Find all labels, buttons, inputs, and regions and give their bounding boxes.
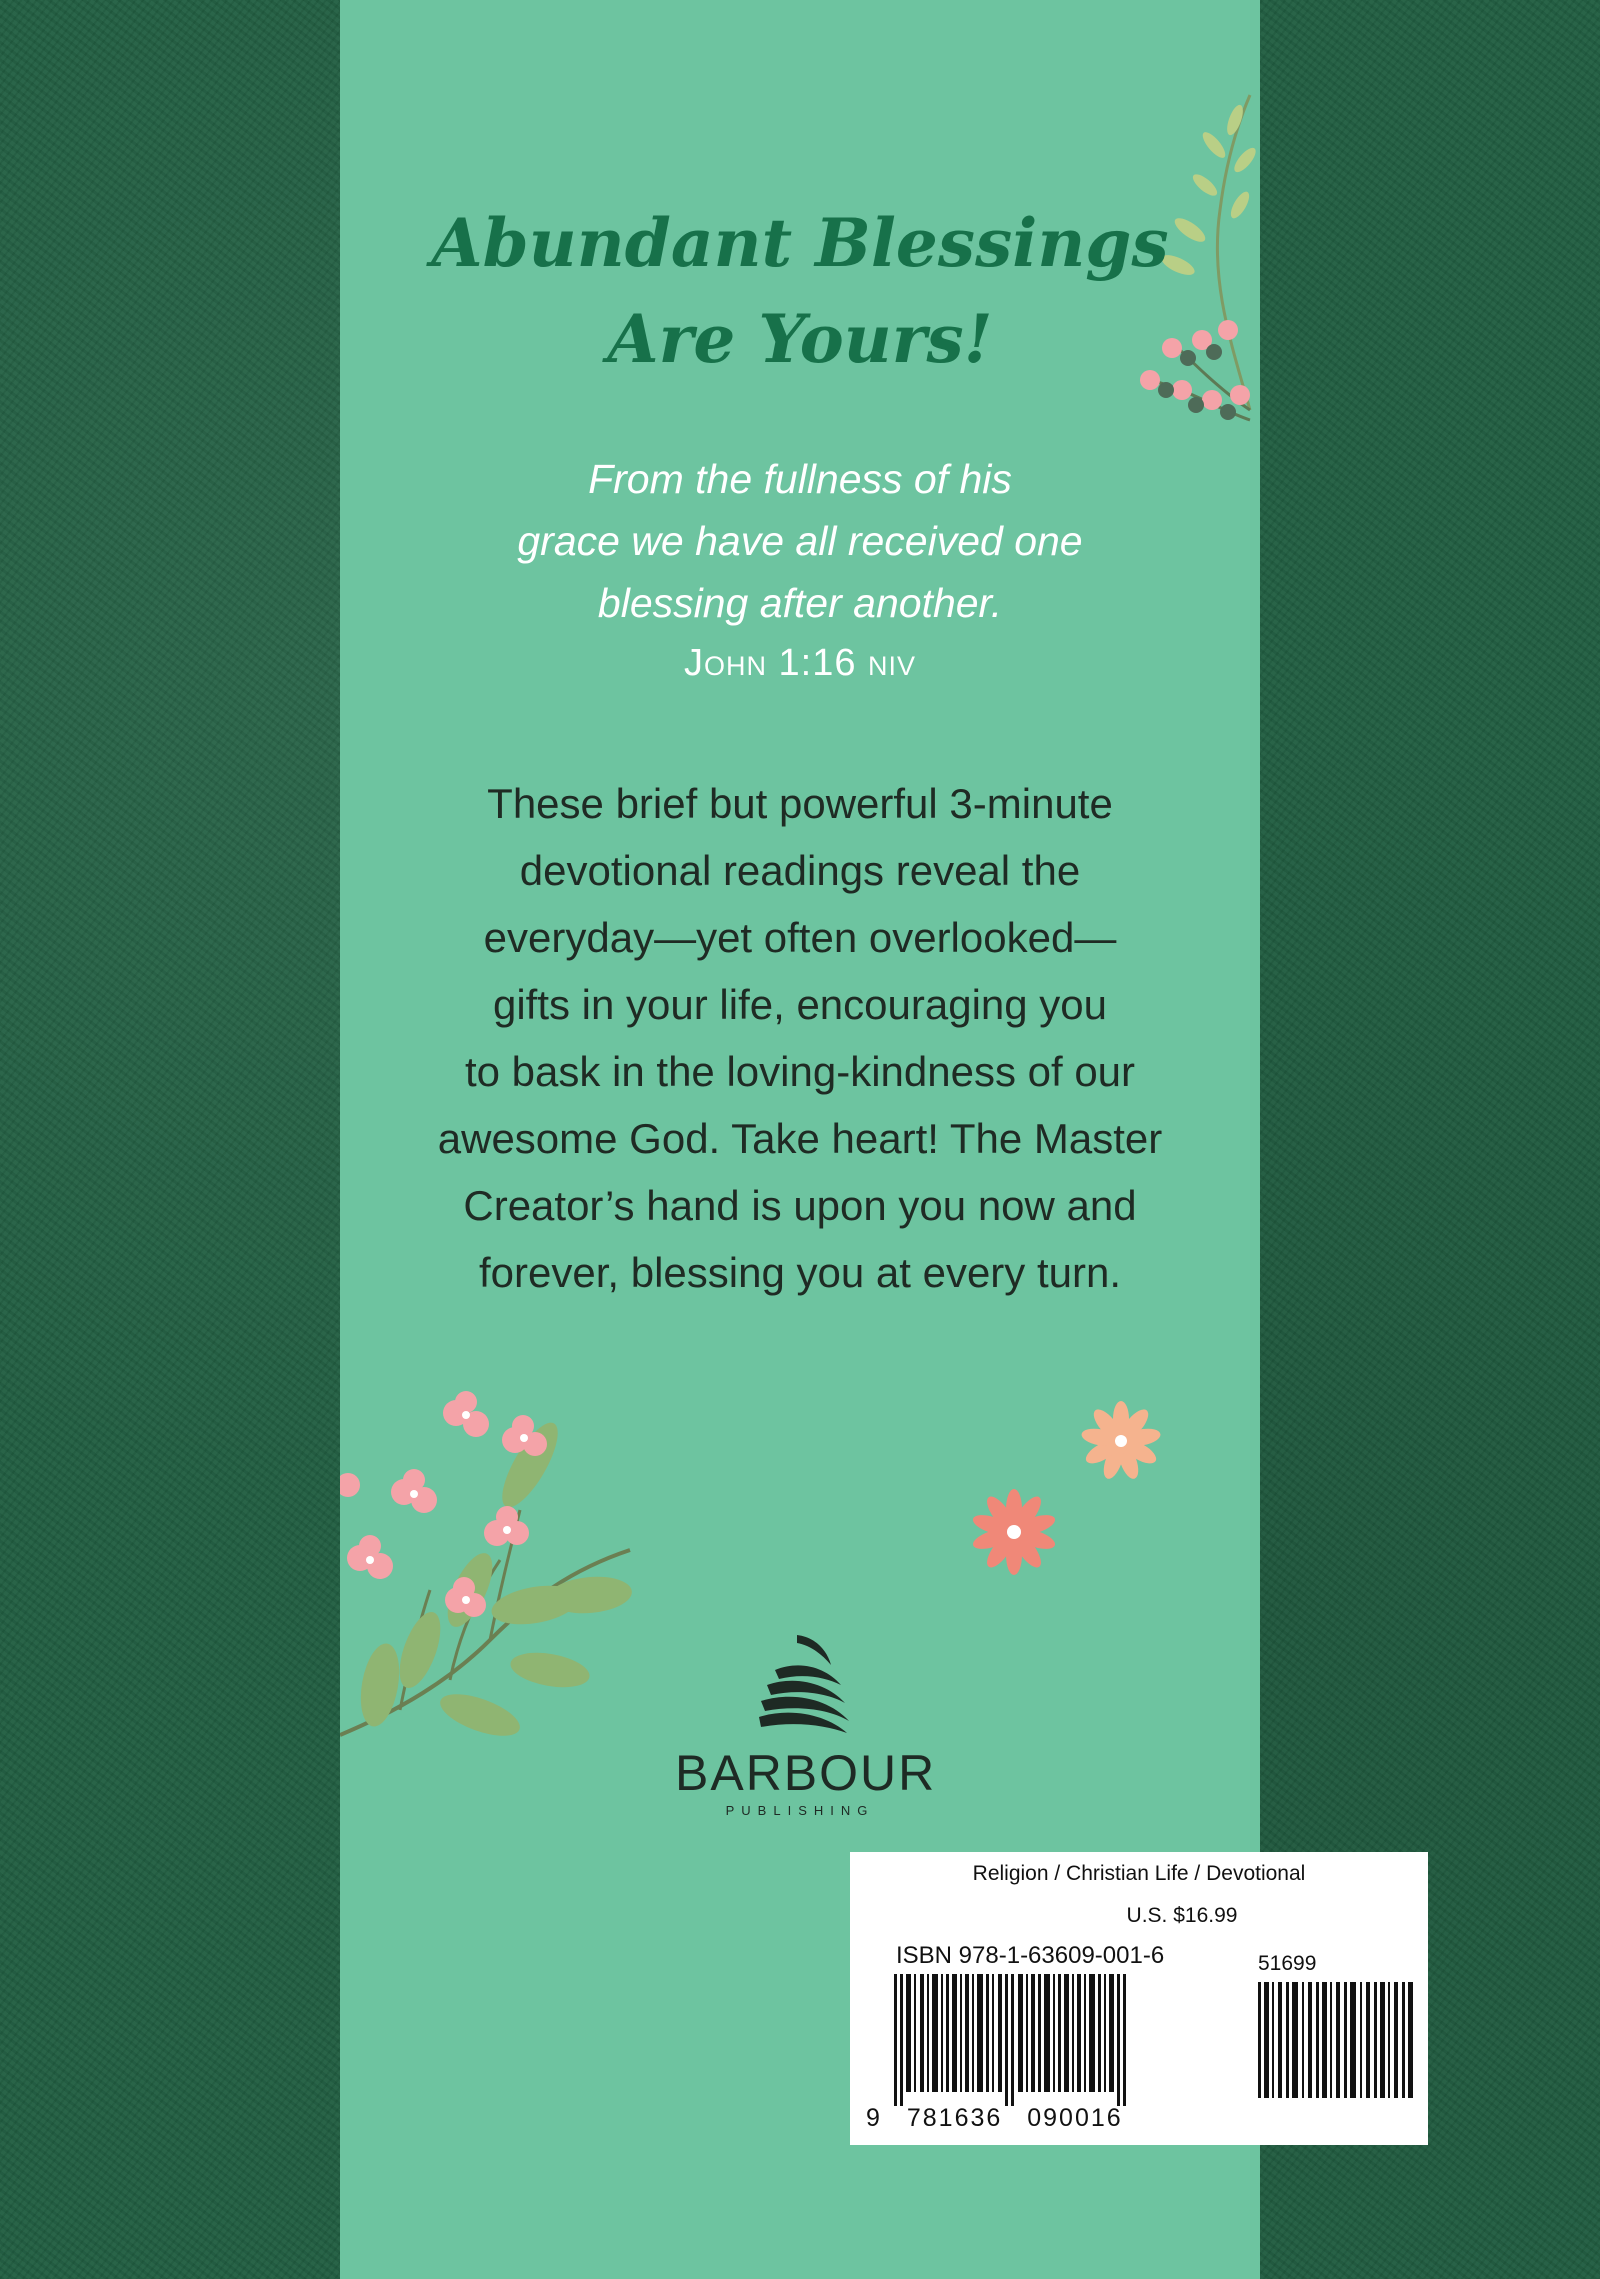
price-addon-code: 51699 [1258,1952,1317,1975]
barcode-digits [866,2104,1139,2133]
description-line: Creator’s hand is upon you now and [463,1182,1137,1229]
description-line: gifts in your life, encouraging you [492,981,1108,1028]
barcode-label [850,1852,1428,2145]
addon-barcode-icon [1258,1982,1418,2098]
barcode-digit-group-1: 781636 [906,2104,1003,2132]
description-line: everyday—yet often overlooked— [483,914,1117,961]
publisher-name: BARBOUR [675,1745,937,1801]
verse-line: blessing after another. [597,580,1003,626]
verse-line: grace we have all received one [517,518,1083,564]
book-title [340,195,1260,387]
verse-reference: John 1:16 niv [683,642,917,684]
scripture-verse [340,448,1260,634]
publisher-subtitle: PUBLISHING [725,1803,875,1818]
description-line: awesome God. Take heart! The Master [437,1115,1163,1162]
description [340,770,1260,1306]
barcode-digit-first: 9 [866,2104,882,2132]
coral-daisy-icon [970,1488,1058,1576]
isbn: ISBN 978-1-63609-001-6 [896,1942,1165,1969]
description-line: devotional readings reveal the [519,847,1081,894]
floral-branch-bottom-left-icon [340,1390,670,1760]
description-line: to bask in the loving-kindness of our [464,1048,1136,1095]
verse-line: From the fullness of his [588,456,1012,502]
peach-daisy-icon [1080,1400,1162,1482]
cover-panel [340,0,1317,2279]
title-line-2: Are Yours! [607,300,993,378]
bisac-category: Religion / Christian Life / Devotional [972,1862,1306,1885]
price: U.S. $16.99 [1126,1904,1238,1927]
title-line-1: Abundant Blessings [431,204,1169,282]
description-line: These brief but powerful 3-minute [487,780,1113,827]
description-line: forever, blessing you at every turn. [479,1249,1121,1296]
book-logo-icon [745,1625,855,1735]
publisher-logo [675,1625,937,1818]
ean-barcode-icon [894,1974,1134,2106]
barcode-digit-group-2: 090016 [1027,2104,1123,2132]
